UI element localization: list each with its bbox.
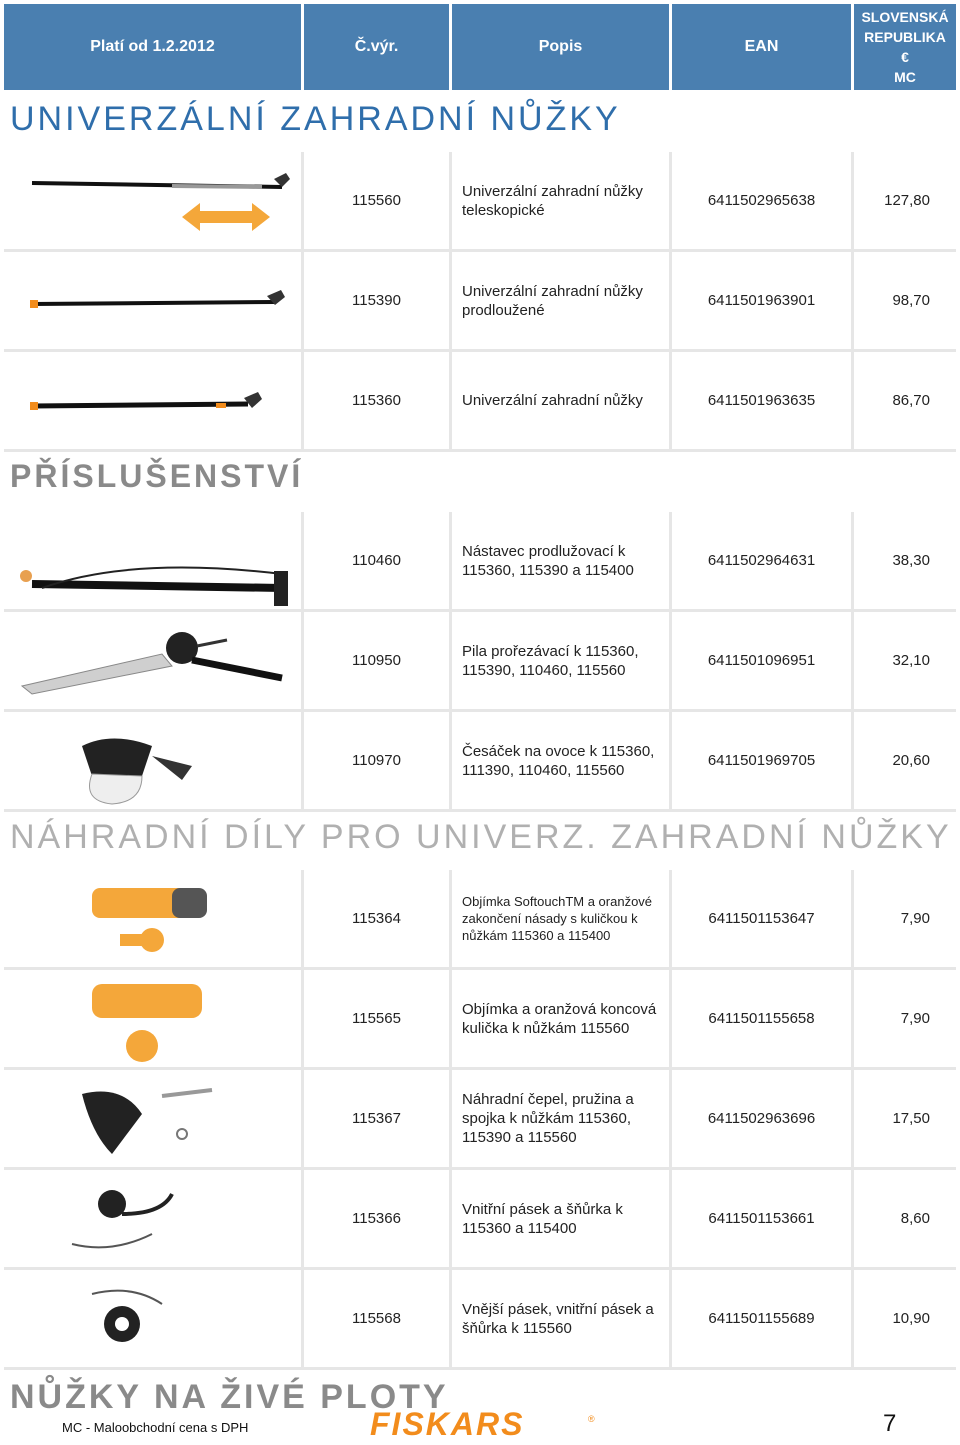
- product-code: 115366: [304, 1170, 452, 1267]
- extended-shears-image: [4, 252, 304, 349]
- blade-spring-image: [4, 1070, 304, 1167]
- product-code: 115364: [304, 870, 452, 967]
- pruning-saw-image: [4, 612, 304, 709]
- telescopic-shears-image: [4, 152, 304, 249]
- product-price: 8,60: [900, 1210, 930, 1227]
- product-price: 38,30: [892, 552, 930, 569]
- product-description: Univerzální zahradní nůžky prodloužené: [452, 252, 672, 349]
- footer-note: MC - Maloobchodní cena s DPH: [62, 1420, 249, 1435]
- product-ean: 6411502964631: [672, 512, 854, 609]
- header-valid-from: Platí od 1.2.2012: [4, 4, 304, 90]
- table-row: [4, 252, 956, 352]
- section-title-accessories: PŘÍSLUŠENSTVÍ: [10, 458, 304, 494]
- shears-image: [4, 352, 304, 449]
- extension-pole-image: [4, 512, 304, 609]
- svg-text:®: ®: [588, 1414, 595, 1424]
- product-description: Náhradní čepel, pružina a spojka k nůžkám 115360, 115390 a 115560: [452, 1070, 672, 1167]
- inner-strap-cord-image: [4, 1170, 304, 1267]
- product-price: 86,70: [892, 392, 930, 409]
- product-price: 7,90: [900, 1010, 930, 1027]
- product-code: 115390: [304, 252, 452, 349]
- table-row: [4, 512, 956, 612]
- product-description: Objímka a oranžová koncová kulička k nůžkám 115560: [452, 970, 672, 1067]
- header-currency: €: [901, 49, 909, 65]
- product-description: Česáček na ovoce k 115360, 111390, 110460, 115560: [452, 712, 672, 809]
- header-country-1: SLOVENSKÁ: [861, 9, 949, 25]
- fruit-picker-image: [4, 712, 304, 809]
- header-price-type: MC: [894, 69, 916, 85]
- product-description: Vnitřní pásek a šňůrka k 115360 a 115400: [452, 1170, 672, 1267]
- product-price: 98,70: [892, 292, 930, 309]
- product-price: 20,60: [892, 752, 930, 769]
- product-description: Objímka SoftouchTM a oranžové zakončení násady s kuličkou k nůžkám 115360 a 115400: [452, 870, 672, 967]
- fiskars-logo-graphic: [370, 1408, 600, 1440]
- shears-table: [4, 152, 956, 452]
- product-ean: 6411501963901: [672, 252, 854, 349]
- table-row: [4, 1070, 956, 1170]
- product-ean: 6411502965638: [672, 152, 854, 249]
- product-price: 32,10: [892, 652, 930, 669]
- product-code: 110970: [304, 712, 452, 809]
- table-row: [4, 612, 956, 712]
- product-price: 127,80: [884, 192, 930, 209]
- orange-ball-grip-image: [4, 970, 304, 1067]
- product-description: Vnější pásek, vnitřní pásek a šňůrka k 115560: [452, 1270, 672, 1367]
- fiskars-logo: [370, 1408, 600, 1445]
- product-price: 17,50: [892, 1110, 930, 1127]
- table-header: [4, 4, 956, 90]
- product-ean: 6411502963696: [672, 1070, 854, 1167]
- spare-parts-table: [4, 870, 956, 1370]
- page-number: 7: [883, 1410, 897, 1437]
- product-price: 10,90: [892, 1310, 930, 1327]
- product-ean: 6411501155658: [672, 970, 854, 1067]
- product-ean: 6411501969705: [672, 712, 854, 809]
- product-description: Pila prořezávací k 115360, 115390, 110460, 115560: [452, 612, 672, 709]
- table-row: [4, 970, 956, 1070]
- product-description: Nástavec prodlužovací k 115360, 115390 a 115400: [452, 512, 672, 609]
- product-code: 115560: [304, 152, 452, 249]
- header-country-2: REPUBLIKA: [864, 29, 946, 45]
- table-row: [4, 1270, 956, 1370]
- accessories-table: [4, 512, 956, 812]
- product-description: Univerzální zahradní nůžky: [452, 352, 672, 449]
- product-price: 7,90: [900, 910, 930, 927]
- header-cat-no: Č.výr.: [304, 4, 452, 90]
- section-title-hedge: NŮŽKY NA ŽIVÉ PLOTY: [10, 1378, 449, 1416]
- orange-grip-image: [4, 870, 304, 967]
- table-row: [4, 712, 956, 812]
- outer-strap-cord-image: [4, 1270, 304, 1367]
- header-ean: EAN: [672, 4, 854, 90]
- product-code: 115360: [304, 352, 452, 449]
- section-title-shears: UNIVERZÁLNÍ ZAHRADNÍ NŮŽKY: [10, 100, 621, 138]
- product-ean: 6411501153647: [672, 870, 854, 967]
- product-ean: 6411501963635: [672, 352, 854, 449]
- header-description: Popis: [452, 4, 672, 90]
- product-code: 110460: [304, 512, 452, 609]
- logo-text: FISKARS: [370, 1408, 525, 1440]
- product-ean: 6411501096951: [672, 612, 854, 709]
- table-row: [4, 152, 956, 252]
- header-price: [854, 4, 956, 90]
- product-description: Univerzální zahradní nůžky teleskopické: [452, 152, 672, 249]
- product-ean: 6411501153661: [672, 1170, 854, 1267]
- product-code: 115367: [304, 1070, 452, 1167]
- product-code: 115568: [304, 1270, 452, 1367]
- product-code: 110950: [304, 612, 452, 709]
- table-row: [4, 1170, 956, 1270]
- table-row: [4, 352, 956, 452]
- table-row: [4, 870, 956, 970]
- section-title-spare-parts: NÁHRADNÍ DÍLY PRO UNIVERZ. ZAHRADNÍ NŮŽKY: [10, 818, 952, 856]
- product-ean: 6411501155689: [672, 1270, 854, 1367]
- product-code: 115565: [304, 970, 452, 1067]
